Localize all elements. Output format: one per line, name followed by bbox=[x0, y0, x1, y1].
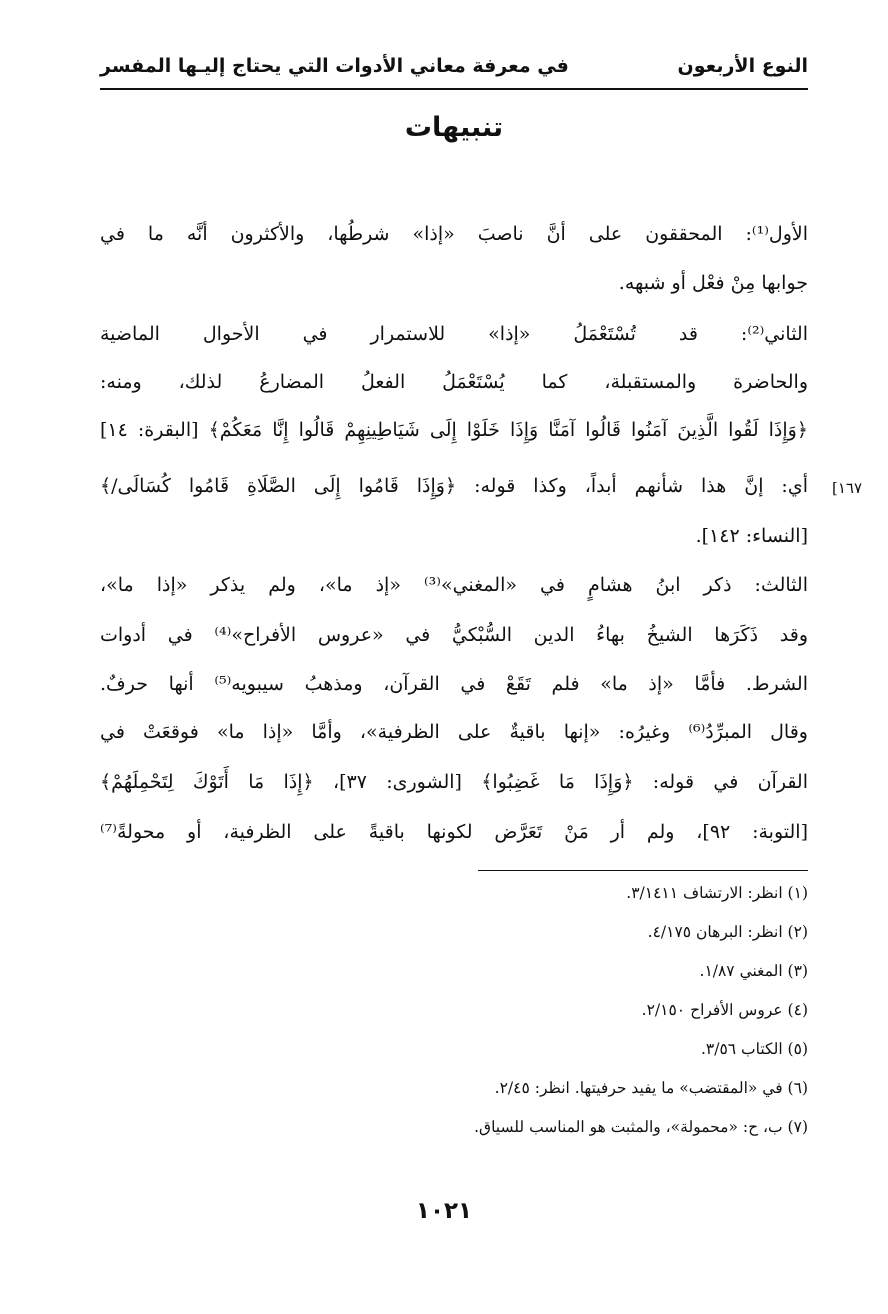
header-subject: في معرفة معاني الأدوات التي يحتاج إليـها المفسر bbox=[100, 55, 569, 77]
page-number: ١٠٢١ bbox=[415, 1198, 473, 1224]
header-divider bbox=[100, 88, 808, 90]
running-header bbox=[100, 46, 808, 86]
body-line: الشرط. فأمَّا «إذ ما» فلم تَقَعْ في القرآن، ومذهبُ سيبويه⁽⁵⁾ أنها حرفٌ. bbox=[100, 673, 808, 695]
body-line: [النساء: ١٤٢]. bbox=[695, 525, 808, 547]
manuscript-folio-marker: [١٦٧ bbox=[832, 479, 863, 497]
footnote: (٥) الكتاب ٣/٥٦. bbox=[700, 1040, 808, 1058]
header-chapter: النوع الأربعون bbox=[677, 55, 808, 77]
footnote: (١) انظر: الارتشاف ٣/١٤١١. bbox=[626, 884, 808, 902]
body-line: والحاضرة والمستقبلة، كما يُسْتَعْمَلُ الفعلُ المضارعُ لذلك، ومنه: bbox=[100, 371, 808, 393]
body-line: [التوبة: ٩٢]، ولم أر مَنْ تَعَرَّض لكونها باقيةً على الظرفية، أو محولةً⁽⁷⁾ bbox=[100, 821, 808, 843]
footnote: (٤) عروس الأفراح ٢/١٥٠. bbox=[641, 1001, 808, 1019]
quran-verse-line: ﴿وَإِذَا لَقُوا الَّذِينَ آمَنُوا قَالُوا آمَنَّا وَإِذَا خَلَوْا إِلَى شَيَاطِينِهِمْ قَالُوا إِنَّا مَعَكُمْ﴾ [البقرة: ١٤] bbox=[100, 419, 808, 441]
body-line: أي: إنَّ هذا شأنهم أبداً، وكذا قوله: ﴿وَإِذَا قَامُوا إِلَى الصَّلَاةِ قَامُوا كُسَالَى/﴾ bbox=[100, 475, 808, 497]
footnote: (٣) المغني ١/٨٧. bbox=[699, 962, 808, 980]
body-line: الثالث: ذكر ابنُ هشامٍ في «المغني»⁽³⁾ «إذ ما»، ولم يذكر «إذا ما»، bbox=[100, 574, 808, 596]
footnote: (٢) انظر: البرهان ٤/١٧٥. bbox=[647, 923, 808, 941]
footnote: (٧) ب، ح: «محمولة»، والمثبت هو المناسب للسياق. bbox=[474, 1118, 808, 1136]
body-line: وقد ذَكَرَها الشيخُ بهاءُ الدين السُّبْكيُّ في «عروس الأفراح»⁽⁴⁾ في أدوات bbox=[100, 624, 808, 646]
footnote: (٦) في «المقتضب» ما يفيد حرفيتها. انظر: ٢/٤٥. bbox=[494, 1079, 808, 1097]
body-line: الثاني⁽²⁾: قد تُسْتَعْمَلُ «إذا» للاستمرار في الأحوال الماضية bbox=[100, 323, 808, 345]
section-title: تنبيهات bbox=[404, 112, 504, 143]
body-line: القرآن في قوله: ﴿وَإِذَا مَا غَضِبُوا﴾ [الشورى: ٣٧]، ﴿إِذَا مَا أَتَوْكَ لِتَحْمِلَهُمْ﴾ bbox=[100, 771, 808, 793]
body-line: جوابها مِنْ فعْل أو شبهه. bbox=[618, 272, 808, 294]
footnote-divider bbox=[478, 870, 808, 871]
body-line: الأول⁽¹⁾: المحققون على أنَّ ناصبَ «إذا» شرطُها، والأكثرون أنَّه ما في bbox=[100, 223, 808, 245]
body-line: وقال المبرِّدُ⁽⁶⁾ وغيرُه: «إنها باقيةٌ على الظرفية»، وأمَّا «إذا ما» فوقعَتْ في bbox=[100, 721, 808, 743]
